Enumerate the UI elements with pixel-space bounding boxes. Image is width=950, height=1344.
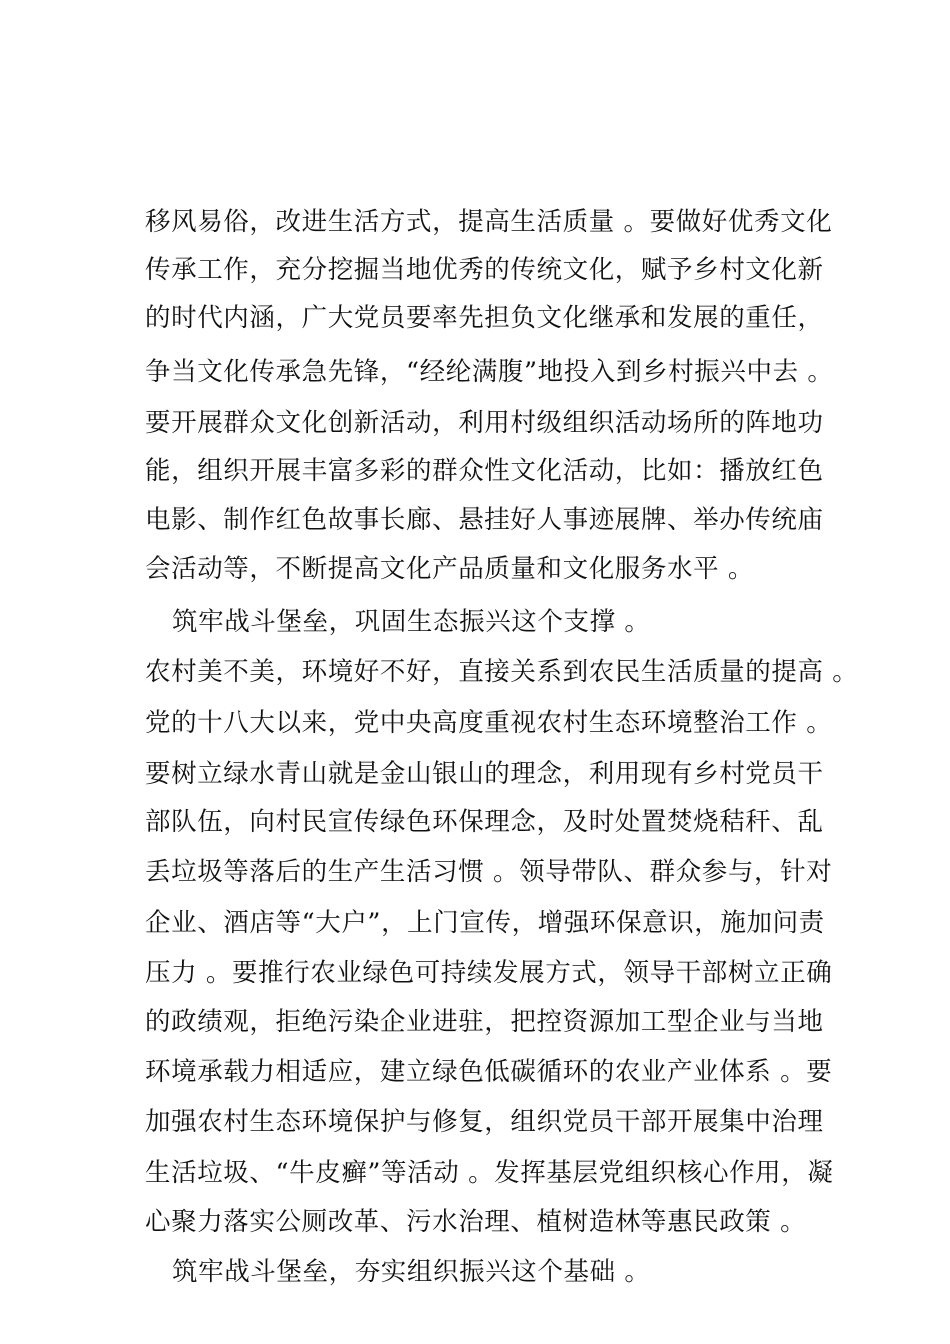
text-line: 农村美不美，环境好不好，直接关系到农民生活质量的提高 。 [145, 657, 859, 687]
text-line: 丢垃圾等落后的生产生活习惯 。领导带队、群众参与，针对 [145, 857, 833, 887]
text-line: 心聚力落实公厕改革、污水治理、植树造林等惠民政策 。 [145, 1207, 807, 1237]
text-line: 移风易俗，改进生活方式，提高生活质量 。要做好优秀文化 [145, 207, 833, 237]
text-line: 环境承载力相适应，建立绿色低碳循环的农业产业体系 。要 [145, 1057, 833, 1087]
text-line: 生活垃圾、“牛皮癣”等活动 。发挥基层党组织核心作用，凝 [145, 1158, 834, 1188]
text-line: 党的十八大以来，党中央高度重视农村生态环境整治工作 。 [145, 708, 833, 738]
text-line: 争当文化传承急先锋，“经纶满腹”地投入到乡村振兴中去 。 [145, 357, 834, 387]
text-line: 部队伍，向村民宣传绿色环保理念，及时处置焚烧秸秆、乱 [145, 807, 824, 837]
text-line: 能，组织开展丰富多彩的群众性文化活动，比如：播放红色 [145, 456, 824, 486]
text-line: 要树立绿水青山就是金山银山的理念，利用现有乡村党员干 [145, 759, 824, 789]
section-heading: 筑牢战斗堡垒，夯实组织振兴这个基础 。 [172, 1257, 651, 1287]
text-line: 会活动等，不断提高文化产品质量和文化服务水平 。 [145, 554, 755, 584]
text-line: 传承工作，充分挖掘当地优秀的传统文化，赋予乡村文化新 [145, 255, 824, 285]
text-line: 的政绩观，拒绝污染企业进驻，把控资源加工型企业与当地 [145, 1007, 824, 1037]
text-line: 加强农村生态环境保护与修复，组织党员干部开展集中治理 [145, 1107, 824, 1137]
text-line: 的时代内涵，广大党员要率先担负文化继承和发展的重任， [145, 303, 824, 333]
text-line: 压力 。要推行农业绿色可持续发展方式，领导干部树立正确 [145, 958, 833, 988]
text-line: 企业、酒店等“大户”，上门宣传，增强环保意识，施加问责 [145, 908, 825, 938]
section-heading: 筑牢战斗堡垒，巩固生态振兴这个支撑 。 [172, 607, 651, 637]
text-line: 要开展群众文化创新活动，利用村级组织活动场所的阵地功 [145, 408, 824, 438]
text-line: 电影、制作红色故事长廊、悬挂好人事迹展牌、举办传统庙 [145, 505, 824, 535]
